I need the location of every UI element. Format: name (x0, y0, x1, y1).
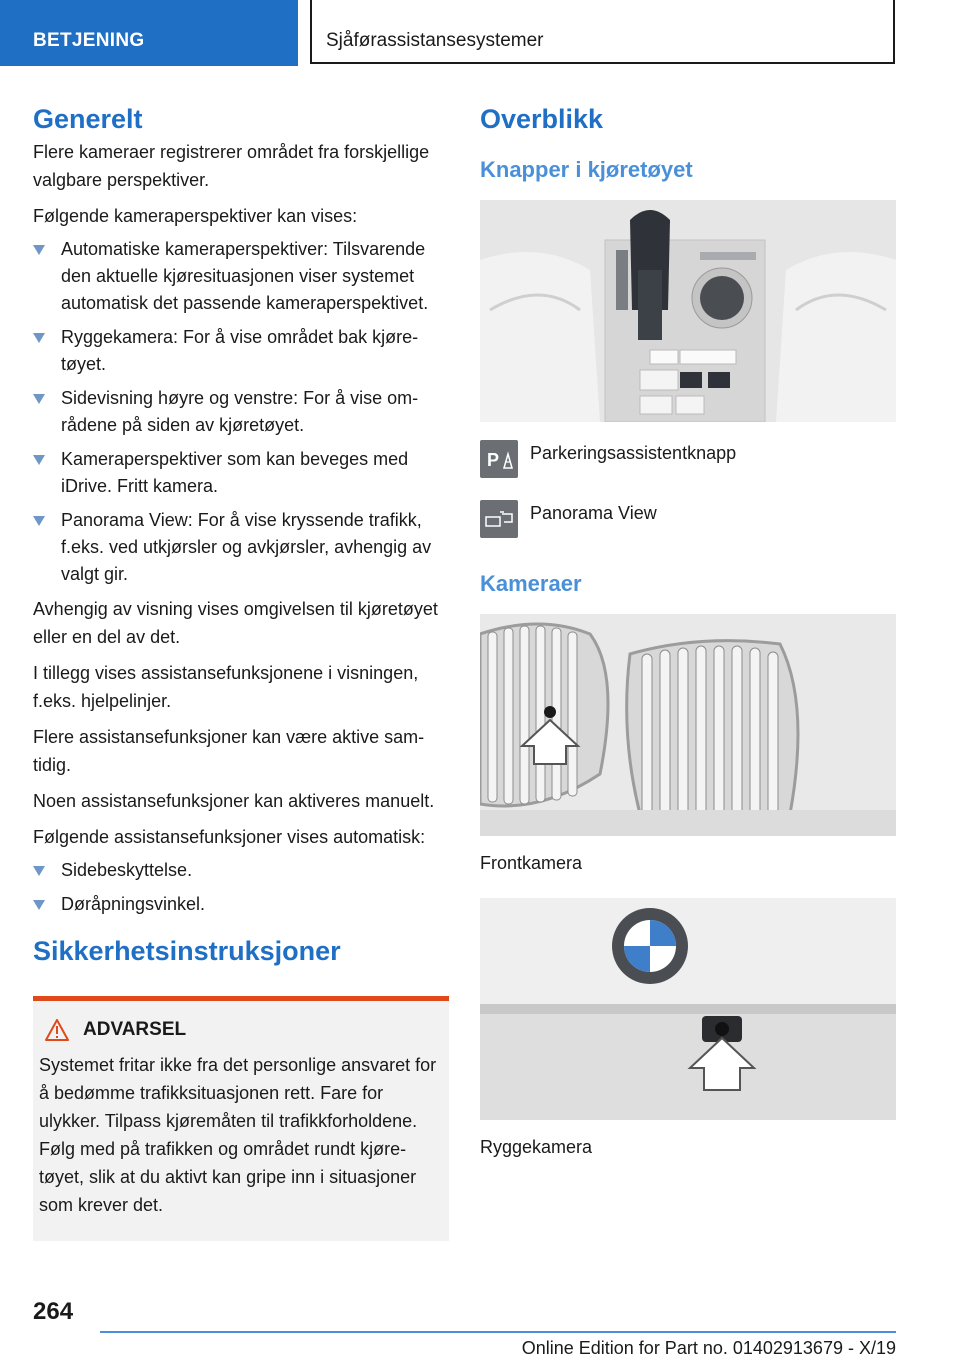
heading-overblikk: Overblikk (480, 104, 604, 134)
page-number: 264 (33, 1298, 74, 1325)
paragraph: Flere assistansefunksjoner kan være aktive samtidig. (33, 727, 425, 775)
heading-safety: Sikkerhetsinstruksjoner (33, 936, 341, 966)
heading-generelt: Generelt (33, 104, 143, 134)
warning-triangle-icon (45, 1019, 69, 1041)
center-console-image (480, 200, 896, 422)
bullet-triangle-icon (33, 394, 45, 404)
button-entry-parking (480, 440, 896, 478)
assist-functions-list (33, 857, 449, 918)
footer-rule (100, 1331, 896, 1333)
bullet-triangle-icon (33, 516, 45, 526)
list-item: Kameraperspektiver som kan beveges med iDrive. Fritt kamera. (33, 446, 449, 500)
rear-camera-image (480, 898, 896, 1120)
footer-edition: Online Edition for Part no. 01402913679 - X/19 (521, 1338, 896, 1358)
heading-buttons: Knapper i kjøretøyet (480, 157, 693, 182)
list-item: Sidebeskyttelse. (33, 857, 449, 884)
list-item: Ryggekamera: For å vise området bak kjøretøyet. (33, 324, 449, 378)
heading-cameras: Kameraer (480, 571, 582, 596)
warning-box (33, 1001, 449, 1241)
perspectives-list (33, 236, 449, 588)
list-item: Panorama View: For å vise kryssende trafikk, f.eks. ved utkjørsler og avkjørsler, avhengig av valgt gir. (33, 507, 449, 588)
svg-text:P: P (487, 450, 500, 470)
section-title: Sjåførassistansesystemer (310, 0, 895, 64)
rear-camera-caption: Ryggekamera (480, 1137, 593, 1157)
page-header (0, 0, 960, 66)
right-column (480, 100, 896, 1160)
warning-title: ADVARSEL (39, 1019, 443, 1041)
bullet-triangle-icon (33, 245, 45, 255)
list-item: Døråpningsvinkel. (33, 891, 449, 918)
list-item: Automatiske kameraperspektiver: Tilsvarende den aktuelle kjøresituasjonen viser systemet automatisk det passende kameraperspektivet. (33, 236, 449, 317)
bullet-triangle-icon (33, 455, 45, 465)
list-item: Sidevisning høyre og venstre: For å vise områdene på siden av kjøretøyet. (33, 385, 449, 439)
intro-paragraph: Flere kameraer registrerer området fra forskjellige valgbare perspektiver. (33, 142, 430, 190)
left-column (33, 100, 449, 1241)
bullet-triangle-icon (33, 866, 45, 876)
front-camera-image (480, 614, 896, 836)
warning-text: Systemet fritar ikke fra det personlige ansvaret for å bedømme trafikksituasjonen rett. Fare for ulykker. Tilpass kjøremåten til trafikkforholdene. Følg med på trafikken og området rundt kjøretøyet, slik at du aktivt kan gripe inn i situasjoner som krever det. (39, 1055, 437, 1215)
bullet-triangle-icon (33, 900, 45, 910)
paragraph: Avhengig av visning vises omgivelsen til kjøretøyet eller en del av det. (33, 599, 438, 647)
perspectives-lead: Følgende kameraperspektiver kan vises: (33, 206, 358, 226)
paragraph: I tillegg vises assistansefunksjonene i visningen, f.eks. hjelpelinjer. (33, 663, 419, 711)
bullet-triangle-icon (33, 333, 45, 343)
assist-functions-lead: Følgende assistansefunksjoner vises automatisk: (33, 827, 426, 847)
paragraph: Noen assistansefunksjoner kan aktiveres manuelt. (33, 791, 435, 811)
front-camera-caption: Frontkamera (480, 853, 583, 873)
parking-assistant-button-icon (480, 440, 518, 478)
chapter-tab: BETJENING (0, 0, 298, 66)
panorama-view-button-icon (480, 500, 518, 538)
parking-assistant-label: Parkeringsassistentknapp (530, 443, 737, 463)
button-entry-panorama (480, 500, 896, 538)
panorama-view-label: Panorama View (530, 503, 657, 523)
